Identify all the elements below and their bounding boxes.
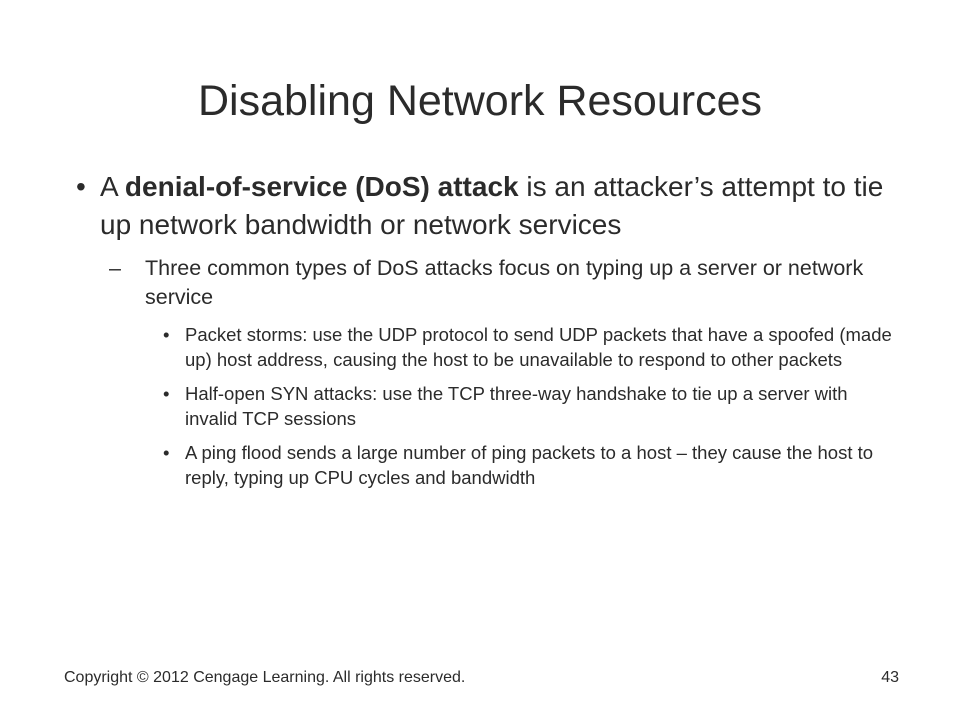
sub-sub-bullet-item	[163, 381, 905, 431]
copyright-notice: Copyright © 2012 Cengage Learning. All rights reserved.	[64, 669, 466, 686]
sub-sub-bullet-marker: •	[163, 383, 170, 404]
slide-title: Disabling Network Resources	[198, 77, 762, 125]
bullet-text-after: is an attacker’s attempt to tie up network bandwidth or network services	[100, 171, 884, 240]
sub-sub-bullet-text: Packet storms: use the UDP protocol to send UDP packets that have a spoofed (made up) host address, causing the host to be unavailable to respond to other packets	[185, 324, 892, 370]
sub-sub-bullet-text: A ping flood sends a large number of ping packets to a host – they cause the host to reply, typing up CPU cycles and bandwidth	[185, 442, 874, 488]
bullet-bold-term: denial-of-service (DoS) attack	[124, 171, 519, 202]
sub-sub-bullet-text: Half-open SYN attacks: use the TCP three-way handshake to tie up a server with invalid TCP sessions	[185, 383, 848, 429]
bullet-text-before: A	[100, 171, 125, 202]
sub-sub-bullet-marker: •	[163, 324, 170, 345]
sub-sub-bullet-list	[0, 322, 960, 490]
bullet-marker: •	[76, 171, 86, 202]
sub-bullet-item	[109, 254, 865, 312]
sub-sub-bullet-item	[163, 322, 905, 372]
sub-sub-bullet-marker: •	[163, 442, 170, 463]
sub-bullet-text: Three common types of DoS attacks focus on typing up a server or network service	[145, 256, 864, 309]
sub-bullet-marker: –	[109, 256, 121, 280]
slide-content	[0, 168, 960, 499]
bullet-item	[76, 168, 890, 244]
sub-sub-bullet-item	[163, 440, 905, 490]
page-number: 43	[881, 669, 899, 686]
